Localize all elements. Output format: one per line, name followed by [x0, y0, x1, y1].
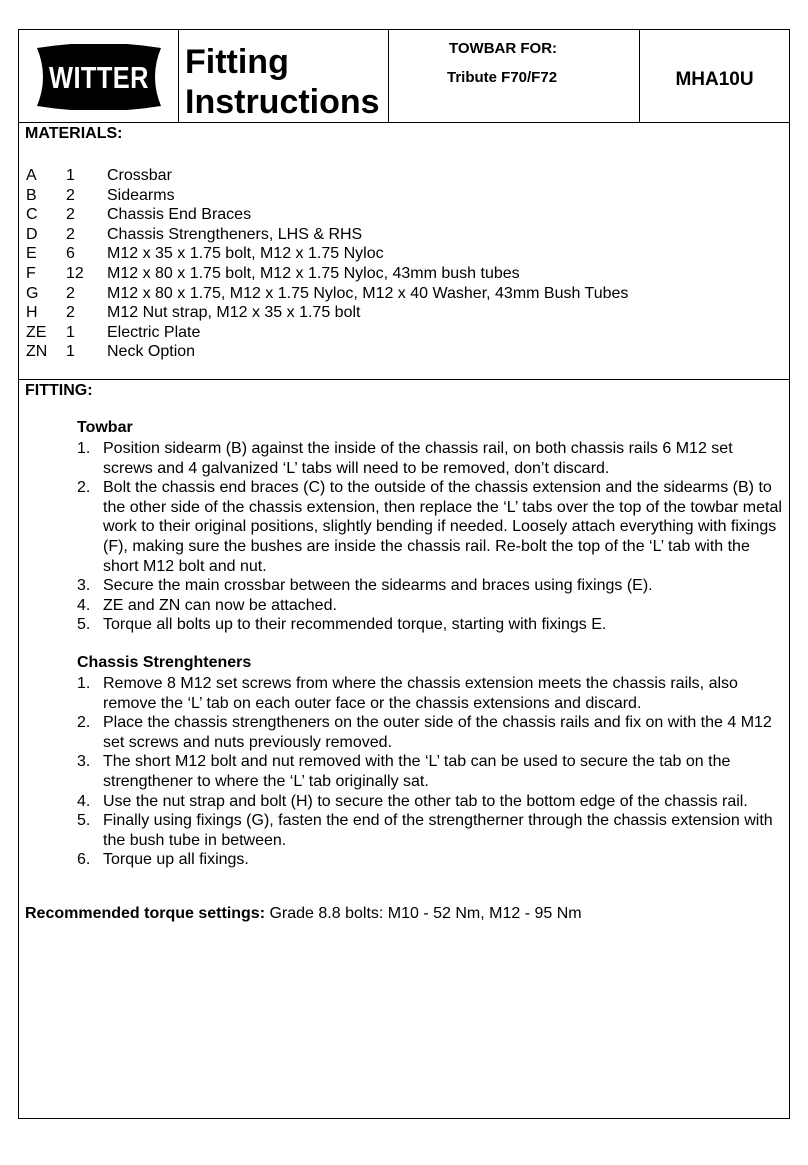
strengtheners-heading: Chassis Strenghteners: [77, 654, 252, 671]
step-item: [77, 811, 785, 850]
step-text: Secure the main crossbar between the sidearms and braces using fixings (E).: [103, 577, 653, 595]
material-desc: M12 x 80 x 1.75, M12 x 1.75 Nyloc, M12 x 40 Washer, 43mm Bush Tubes: [107, 284, 629, 302]
title-line-1: Fitting: [185, 43, 289, 81]
material-qty: 2: [66, 284, 75, 302]
material-qty: 2: [66, 304, 75, 322]
step-number: 2.: [77, 479, 91, 497]
step-item: [77, 439, 785, 478]
step-item: [77, 674, 785, 713]
materials-title: MATERIALS:: [25, 125, 123, 142]
material-desc: M12 Nut strap, M12 x 35 x 1.75 bolt: [107, 304, 361, 322]
title-cell: [179, 30, 389, 122]
material-qty: 2: [66, 206, 75, 224]
material-qty: 6: [66, 245, 75, 263]
step-number: 4.: [77, 792, 91, 810]
material-letter: C: [26, 206, 38, 224]
step-number: 3.: [77, 577, 91, 595]
step-number: 2.: [77, 714, 91, 732]
step-text: Use the nut strap and bolt (H) to secure the other tab to the bottom edge of the chassis rail.: [103, 792, 748, 810]
towbar-label: TOWBAR FOR:: [449, 40, 558, 57]
step-item: [77, 713, 785, 752]
towbar-steps: [77, 439, 785, 635]
towbar-cell: [389, 30, 640, 122]
logo-cell: [19, 30, 179, 122]
material-desc: Crossbar: [107, 167, 172, 184]
logo-text: WITTER: [49, 60, 149, 95]
step-number: 3.: [77, 753, 91, 771]
step-number: 5.: [77, 616, 91, 634]
material-letter: E: [26, 245, 37, 263]
step-text: Position sidearm (B) against the inside of the chassis rail, on both chassis rails 6 M12 set screws and 4 galvanized ‘L’ tabs will need to be removed, don’t discard.: [103, 440, 733, 477]
step-text: Bolt the chassis end braces (C) to the outside of the chassis extension and the sidearms (B) to the other side of the chassis extension, then replace the ‘L’ tabs over the top of the towbar metal work to their original positions, slightly bending if needed. Loosely attach everything with fixings (F), making sure the bushes are inside the chassis rail. Re-bolt the top of the ‘L’ tab with the short M12 bolt and nut.: [103, 479, 782, 575]
step-number: 1.: [77, 440, 91, 457]
fitting-title: FITTING:: [25, 382, 93, 399]
step-item: [77, 478, 785, 576]
materials-section: [19, 122, 789, 380]
torque-value: Grade 8.8 bolts: M10 - 52 Nm, M12 - 95 Nm: [269, 905, 582, 922]
step-number: 6.: [77, 851, 91, 869]
step-text: ZE and ZN can now be attached.: [103, 596, 337, 614]
material-letter: ZN: [26, 343, 48, 361]
step-number: 4.: [77, 596, 91, 614]
step-item: [77, 850, 785, 870]
step-number: 1.: [77, 675, 91, 692]
towbar-heading: Towbar: [77, 419, 133, 436]
material-desc: Sidearms: [107, 186, 175, 204]
material-desc: M12 x 35 x 1.75 bolt, M12 x 1.75 Nyloc: [107, 245, 384, 263]
header: [19, 30, 789, 123]
material-letter: F: [26, 264, 36, 282]
step-item: [77, 615, 785, 635]
material-qty: 2: [66, 225, 75, 243]
step-text: The short M12 bolt and nut removed with the ‘L’ tab can be used to secure the tab on the strengthener to where the ‘L’ tab originally sat.: [103, 753, 731, 790]
step-text: Place the chassis strengtheners on the outer side of the chassis rails and fix on with the 4 M12 set screws and nuts previously removed.: [103, 714, 772, 751]
material-qty: 2: [66, 186, 75, 204]
title-line-2: Instructions: [185, 83, 380, 121]
step-number: 5.: [77, 812, 91, 830]
torque-label: Recommended torque settings:: [25, 905, 266, 922]
material-desc: Electric Plate: [107, 323, 201, 341]
material-letter: D: [26, 225, 38, 243]
material-letter: ZE: [26, 323, 47, 341]
material-qty: 12: [66, 264, 84, 282]
strengtheners-steps: [77, 674, 785, 870]
step-text: Torque up all fixings.: [103, 851, 249, 869]
part-code: MHA10U: [675, 69, 754, 90]
material-letter: B: [26, 186, 37, 204]
material-desc: Neck Option: [107, 343, 196, 361]
step-text: Torque all bolts up to their recommended torque, starting with fixings E.: [103, 616, 607, 634]
material-desc: Chassis Strengtheners, LHS & RHS: [107, 225, 363, 243]
step-item: [77, 752, 785, 791]
torque-settings: [25, 904, 582, 924]
material-qty: 1: [66, 343, 75, 361]
material-desc: Chassis End Braces: [107, 206, 252, 224]
step-text: Finally using fixings (G), fasten the end of the strengtherner through the chassis extension with the bush tube in between.: [103, 812, 773, 849]
material-letter: A: [26, 167, 37, 184]
material-desc: M12 x 80 x 1.75 bolt, M12 x 1.75 Nyloc, 43mm bush tubes: [107, 264, 520, 282]
step-item: [77, 576, 785, 596]
material-letter: G: [26, 284, 39, 302]
step-item: [77, 596, 785, 616]
document-frame: [18, 29, 790, 1119]
part-code-cell: [640, 30, 789, 122]
material-letter: H: [26, 304, 38, 322]
material-qty: 1: [66, 323, 75, 341]
material-qty: 1: [66, 167, 75, 184]
step-item: [77, 792, 785, 812]
vehicle-model: Tribute F70/F72: [447, 69, 558, 86]
step-text: Remove 8 M12 set screws from where the chassis extension meets the chassis rails, also remove the ‘L’ tab on each outer face or the chassis extensions and discard.: [103, 675, 738, 712]
